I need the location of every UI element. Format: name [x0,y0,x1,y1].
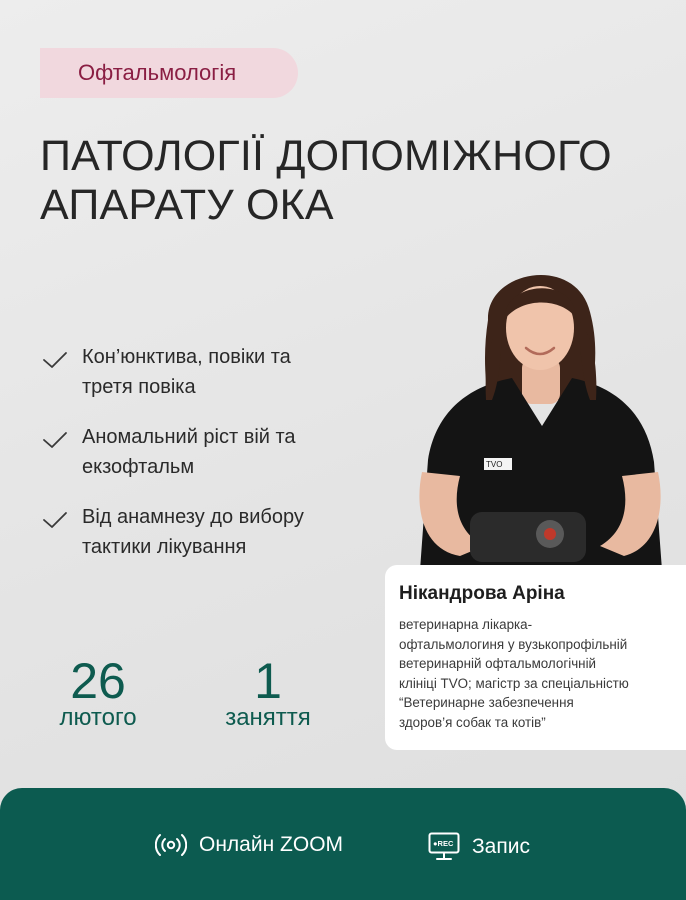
feature-item [42,340,372,420]
title-line-2: АПАРАТУ ОКА [40,181,334,229]
speaker-bio-line: клініці TVO; магістр за спеціальністю [399,675,629,691]
date-number: 26 [70,653,126,709]
category-tag-label: Офтальмологія [78,60,237,85]
speaker-card [385,565,686,750]
feature-list [42,340,372,580]
speaker-name: Нікандрова Аріна [399,583,565,604]
feature-text-line: Від анамнезу до вибору [82,506,304,528]
speaker-bio [399,615,672,732]
rec-monitor-icon [428,832,460,862]
page-title [40,132,670,230]
check-icon [42,350,68,370]
lessons-label: заняття [225,704,311,731]
record-label: Запис [472,835,530,858]
feature-text-line: тактики лікування [82,536,247,558]
feature-text-line: Аномальний ріст вій та [82,426,296,448]
lessons-number: 1 [254,653,282,709]
speaker-bio-line: ветеринарна лікарка- [399,617,533,632]
recording-info [428,832,530,862]
lessons-stat [210,654,326,732]
event-stats [0,654,380,744]
online-zoom-label: Онлайн ZOOM [199,833,344,856]
speaker-bio-line: ветеринарній офтальмологічній [399,656,597,671]
rec-badge-text: ●REC [433,839,454,848]
date-stat [44,654,152,732]
date-label: лютого [59,704,137,731]
feature-item [42,500,372,580]
speaker-bio-line: офтальмологиня у вузькопрофільній [399,636,628,652]
feature-item [42,420,372,500]
feature-text [82,342,372,402]
check-icon [42,510,68,530]
title-line-1: ПАТОЛОГІЇ ДОПОМІЖНОГО [40,132,612,180]
feature-text-line: третя повіка [82,376,196,398]
feature-text [82,422,372,482]
speaker-bio-line: здоров’я собак та котів” [399,714,546,730]
online-zoom-info [155,832,343,858]
speaker-bio-line: “Ветеринарне забезпечення [399,695,574,710]
clinic-badge-text: TVO [486,460,503,469]
speaker-photo [400,250,670,570]
feature-text [82,502,372,562]
feature-text-line: Кон’юнктива, повіки та [82,346,291,368]
category-tag [40,48,298,98]
footer-bar [0,788,686,900]
broadcast-icon [155,832,187,858]
ophthalmoscope-device [470,512,586,562]
feature-text-line: екзофтальм [82,456,195,478]
check-icon [42,430,68,450]
